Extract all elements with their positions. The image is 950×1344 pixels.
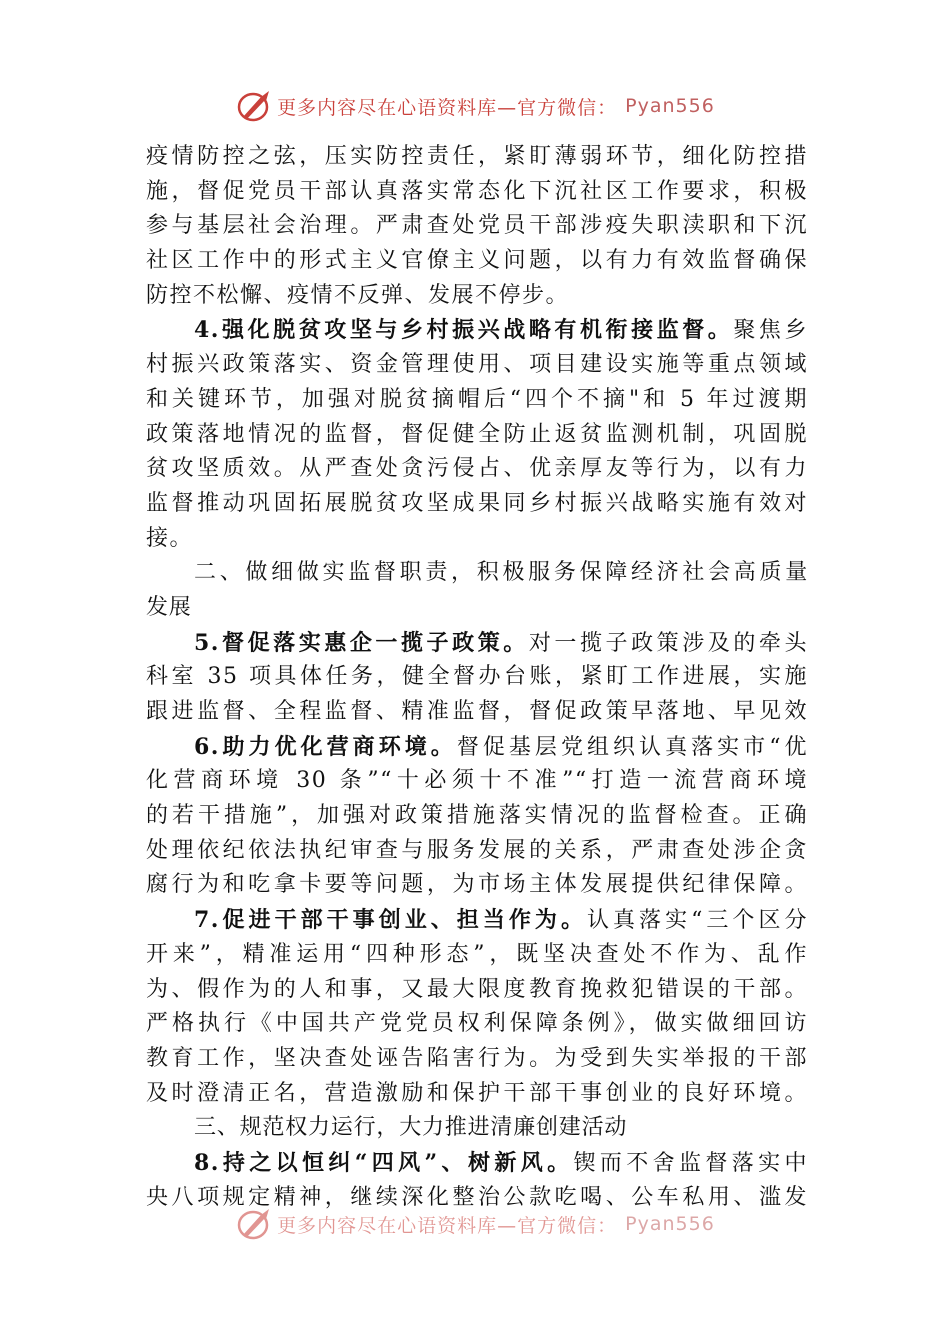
watermark-text: 更多内容尽在心语资料库—官方微信： <box>277 1214 618 1237</box>
text-line: 央八项规定精神，继续深化整治公款吃喝、公车私用、滥发 <box>146 1184 808 1210</box>
section-heading-2-cont: 发展 <box>146 594 192 620</box>
document-body <box>146 140 808 1215</box>
text-line: 监督推动巩固拓展脱贫攻坚成果同乡村振兴战略实施有效对 <box>146 490 808 516</box>
text-line: 的若干措施”，加强对政策措施落实情况的监督检查。正确 <box>146 803 808 829</box>
text-line: 防控不松懈、疫情不反弹、发展不停步。 <box>146 282 570 308</box>
logo-icon <box>235 89 275 123</box>
watermark-id: Pyan556 <box>625 1213 715 1235</box>
text-line: 接。 <box>146 525 194 551</box>
text-line: 教育工作，坚决查处诬告陷害行为。为受到失实举报的干部 <box>146 1045 808 1071</box>
text-line: 及时澄清正名，营造激励和保护干部干事创业的良好环境。 <box>146 1080 808 1106</box>
item-heading-5: 5.督促落实惠企一揽子政策。对一揽子政策涉及的牵头 <box>194 629 808 656</box>
text-line: 化营商环境 30 条”“十必须十不准”“打造一流营商环境 <box>146 768 808 794</box>
item-heading-6: 6.助力优化营商环境。督促基层党组织认真落实市“优 <box>194 733 809 760</box>
text-line: 科室 35 项具体任务，健全督办台账，紧盯工作进展，实施 <box>146 664 808 690</box>
text-line: 为、假作为的人和事，又最大限度教育挽救犯错误的干部。 <box>146 976 808 1002</box>
text-line: 跟进监督、全程监督、精准监督，督促政策早落地、早见效 <box>146 699 808 724</box>
text-line: 处理依纪依法执纪审查与服务发展的关系，严肃查处涉企贪 <box>146 837 808 863</box>
item-title: 5.督促落实惠企一揽子政策。 <box>194 629 529 656</box>
item-title: 6.助力优化营商环境。 <box>194 733 457 760</box>
item-heading-7: 7.促进干部干事创业、担当作为。认真落实“三个区分 <box>194 907 809 934</box>
watermark-id: Pyan556 <box>625 95 715 117</box>
item-title: 8.持之以恒纠“四风”、树新风。 <box>194 1149 574 1176</box>
text-line: 贫攻坚质效。从严查处贪污侵占、优亲厚友等行为，以有力 <box>146 456 808 482</box>
watermark-footer <box>0 1204 950 1244</box>
item-heading-8: 8.持之以恒纠“四风”、树新风。锲而不舍监督落实中 <box>194 1149 808 1176</box>
logo-icon <box>235 1207 275 1241</box>
watermark-header <box>0 86 950 126</box>
text-line: 施，督促党员干部认真落实常态化下沉社区工作要求，积极 <box>146 178 808 204</box>
watermark-text: 更多内容尽在心语资料库—官方微信： <box>277 96 618 119</box>
text-line: 村振兴政策落实、资金管理使用、项目建设实施等重点领域 <box>146 352 808 378</box>
text-line: 腐行为和吃拿卡要等问题，为市场主体发展提供纪律保障。 <box>146 872 808 898</box>
text-line: 严格执行《中国共产党党员权利保障条例》，做实做细回访 <box>146 1011 808 1037</box>
text-line: 疫情防控之弦，压实防控责任，紧盯薄弱环节，细化防控措 <box>146 144 808 169</box>
section-heading-2: 二、做细做实监督职责，积极服务保障经济社会高质量 <box>194 560 808 586</box>
text-line: 政策落地情况的监督，督促健全防止返贫监测机制，巩固脱 <box>146 421 808 447</box>
text-line: 和关键环节，加强对脱贫摘帽后“四个不摘"和 5 年过渡期 <box>146 386 808 412</box>
text-line: 社区工作中的形式主义官僚主义问题，以有力有效监督确保 <box>146 248 808 274</box>
item-title: 7.促进干部干事创业、担当作为。 <box>194 907 587 934</box>
item-title: 4.强化脱贫攻坚与乡村振兴战略有机衔接监督。 <box>194 317 734 344</box>
section-heading-3: 三、规范权力运行，大力推进清廉创建活动 <box>194 1115 628 1141</box>
text-line: 开来”，精准运用“四种形态”，既坚决查处不作为、乱作 <box>146 941 808 967</box>
item-heading-4: 4.强化脱贫攻坚与乡村振兴战略有机衔接监督。聚焦乡 <box>194 317 808 344</box>
text-line: 参与基层社会治理。严肃查处党员干部涉疫失职渎职和下沉 <box>146 213 808 239</box>
